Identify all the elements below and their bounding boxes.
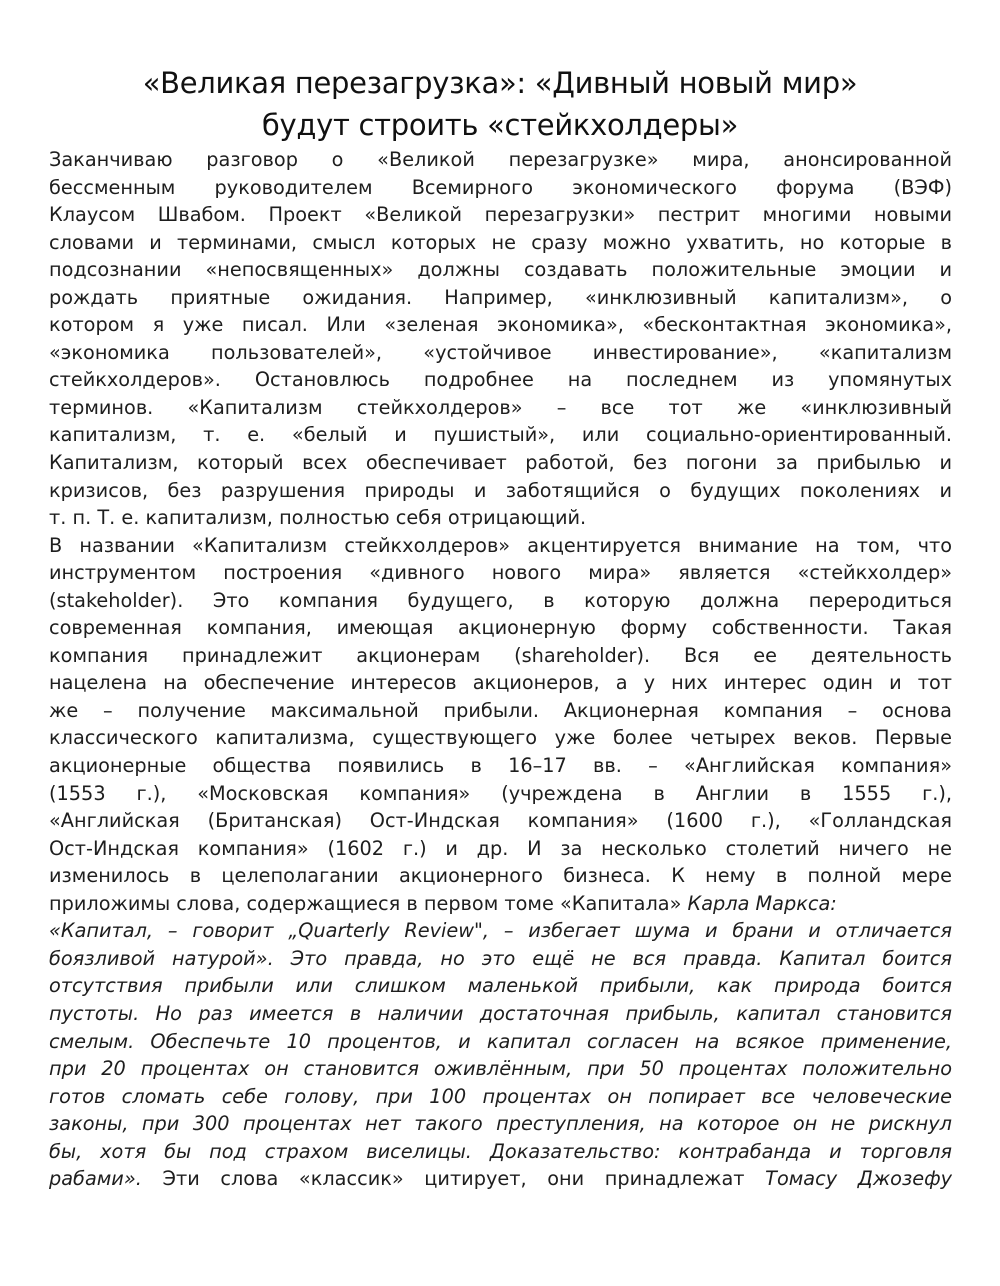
text-line: «Английская (Британская) Ост-Индская компания» (1600 г.), «Голландская xyxy=(49,809,952,833)
author-name: Карла Маркса: xyxy=(687,891,837,915)
text-line: Капитализм, который всех обеспечивает работой, без погони за прибылью и xyxy=(49,451,952,475)
text-line: (1553 г.), «Московская компания» (учреждена в Англии в 1555 г.), xyxy=(49,781,952,805)
text-line: подсознании «непосвященных» должны создавать положительные эмоции и xyxy=(49,258,952,282)
text-line-with-author xyxy=(49,890,952,918)
text-line: Клаусом Швабом. Проект «Великой перезагрузки» пестрит многими новыми xyxy=(49,203,952,227)
quote-end: рабами». xyxy=(49,1167,142,1191)
title-line: «Великая перезагрузка»: «Дивный новый мир» xyxy=(142,66,858,100)
article-title xyxy=(40,62,960,146)
person-name: Томасу Джозефу xyxy=(765,1167,952,1191)
text-line: В названии «Капитализм стейкхолдеров» акцентируется внимание на том, что xyxy=(49,533,952,557)
quote-line: смелым. Обеспечьте 10 процентов, и капитал согласен на всякое применение, xyxy=(49,1029,952,1053)
text-line: Ост-Индская компания» (1602 г.) и др. И за несколько столетий ничего не xyxy=(49,836,952,860)
text-fragment: приложимы слова, содержащиеся в первом томе «Капитала» xyxy=(49,891,688,915)
text-line: нацелена на обеспечение интересов акционеров, а у них интерес один и тот xyxy=(49,671,952,695)
quote-line: боязливой натурой». Это правда, но это ещё не вся правда. Капитал боится xyxy=(49,946,952,970)
article-body xyxy=(49,146,952,1193)
text-line: компания принадлежит акционерам (shareholder). Вся ее деятельность xyxy=(49,643,952,667)
text-line: стейкхолдеров». Остановлюсь подробнее на последнем из упомянутых xyxy=(49,368,952,392)
text-line: «экономика пользователей», «устойчивое инвестирование», «капитализм xyxy=(49,340,952,364)
text-fragment: Эти слова «классик» цитирует, они принадлежат xyxy=(141,1167,766,1191)
quote-line: пустоты. Но раз имеется в наличии достаточная прибыль, капитал становится xyxy=(49,1001,952,1025)
title-line: будут строить «стейкхолдеры» xyxy=(261,108,739,142)
quote-line: при 20 процентах он становится оживлённым, при 50 процентах положительно xyxy=(49,1057,952,1081)
text-line: т. п. Т. е. капитализм, полностью себя отрицающий. xyxy=(49,506,587,530)
quote-line: «Капитал, – говорит „Quarterly Review", – избегает шума и брани и отличается xyxy=(49,919,952,943)
text-line-mixed xyxy=(49,1165,952,1193)
text-line: капитализм, т. е. «белый и пушистый», или социально-ориентированный. xyxy=(49,423,952,447)
marx-quote xyxy=(49,917,952,1192)
text-line: инструментом построения «дивного нового мира» является «стейкхолдер» xyxy=(49,561,952,585)
paragraph-1 xyxy=(49,146,952,532)
text-line: терминов. «Капитализм стейкхолдеров» – все тот же «инклюзивный xyxy=(49,395,952,419)
text-line: изменилось в целеполагании акционерного бизнеса. К нему в полной мере xyxy=(49,864,952,888)
text-line: котором я уже писал. Или «зеленая экономика», «бесконтактная экономика», xyxy=(49,313,952,337)
quote-line: законы, при 300 процентах нет такого преступления, на которое он не рискнул xyxy=(49,1112,952,1136)
paragraph-2 xyxy=(49,532,952,918)
text-line: рождать приятные ожидания. Например, «инклюзивный капитализм», о xyxy=(49,285,952,309)
text-line: кризисов, без разрушения природы и заботящийся о будущих поколениях и xyxy=(49,478,952,502)
text-line: классического капитализма, существующего уже более четырех веков. Первые xyxy=(49,726,952,750)
text-line: (stakeholder). Это компания будущего, в которую должна переродиться xyxy=(49,588,952,612)
text-line: современная компания, имеющая акционерную форму собственности. Такая xyxy=(49,616,952,640)
text-line: бессменным руководителем Всемирного экономического форума (ВЭФ) xyxy=(49,175,952,199)
quote-line: отсутствия прибыли или слишком маленькой прибыли, как природа боится xyxy=(49,974,952,998)
text-line: же – получение максимальной прибыли. Акционерная компания – основа xyxy=(49,698,952,722)
text-line: словами и терминами, смысл которых не сразу можно ухватить, но которые в xyxy=(49,230,952,254)
quote-line: бы, хотя бы под страхом виселицы. Доказательство: контрабанда и торговля xyxy=(49,1139,952,1163)
quote-line: готов сломать себе голову, при 100 процентах он попирает все человеческие xyxy=(49,1084,952,1108)
text-line: Заканчиваю разговор о «Великой перезагрузке» мира, анонсированной xyxy=(49,148,952,171)
text-line: акционерные общества появились в 16–17 вв. – «Английская компания» xyxy=(49,754,952,778)
